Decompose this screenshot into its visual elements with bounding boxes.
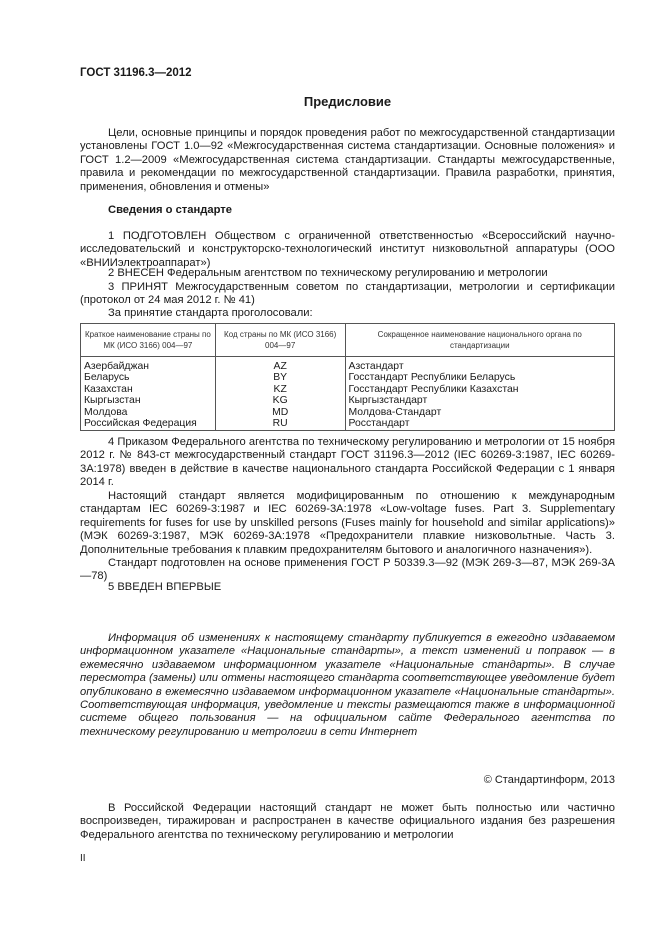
column-header-code: Код страны по МК (ИСО 3166) 004—97: [215, 324, 345, 357]
prepared-basis-paragraph: Стандарт подготовлен на основе применения ГОСТ Р 50339.3—92 (МЭК 269-3—87, МЭК 269-3А—78): [80, 557, 615, 583]
column-header-country: Краткое наименование страны по МК (ИСО 3166) 004—97: [81, 324, 216, 357]
voting-table: [80, 323, 615, 431]
page-title: Предисловие: [303, 94, 392, 109]
section-heading: Сведения о стандарте: [108, 204, 232, 216]
table-row: [81, 357, 615, 373]
table-row: [81, 395, 615, 406]
table-header-row: [81, 324, 615, 357]
copyright-line: © Стандартинформ, 2013: [483, 774, 615, 786]
code-cell: MD: [215, 407, 345, 418]
table-row: [81, 372, 615, 383]
intro-paragraph: Цели, основные принципы и порядок проведения работ по межгосударственной стандартизации установлены ГОСТ 1.0—92 «Межгосударственная система стандартизации. Основные положения» и ГОСТ 1.2—2009 «Межгосударственная система стандартизации. Стандарты межгосударственные, правила и рекомендации по межгосударственной стандартизации. Правила разработки, принятия, применения, обновления и отмены»: [80, 127, 615, 193]
country-cell: Казахстан: [81, 384, 216, 395]
code-cell: RU: [215, 418, 345, 431]
code-cell: BY: [215, 372, 345, 383]
body-cell: Азстандарт: [345, 357, 614, 373]
body-cell: Молдова-Стандарт: [345, 407, 614, 418]
body-cell: Росстандарт: [345, 418, 614, 431]
code-cell: KG: [215, 395, 345, 406]
information-notice: Информация об изменениях к настоящему стандарту публикуется в ежегодно издаваемом информационном указателе «Национальные стандарты», а текст изменений и поправок — в ежемесячно издаваемом информационном указателе «Национальные стандарты». В случае пересмотра (замены) или отмены настоящего стандарта соответствующее уведомление будет опубликовано в ежемесячно издаваемом информационном указателе «Национальные стандарты». Соответствующая информация, уведомление и тексты размещаются также в информационной системе общего пользования — на официальном сайте Федерального агентства по техническому регулированию и метрологии в сети Интернет: [80, 632, 615, 738]
page-number: II: [80, 853, 86, 864]
reproduction-rights-notice: В Российской Федерации настоящий стандарт не может быть полностью или частично воспроизведен, тиражирован и распространен в качестве официального издания без разрешения Федерального агентства по техническому регулированию и метрологии: [80, 802, 615, 841]
item-2-paragraph: 2 ВНЕСЕН Федеральным агентством по техническому регулированию и метрологии: [108, 267, 548, 279]
table-row: [81, 407, 615, 418]
table-row: [81, 418, 615, 431]
code-cell: KZ: [215, 384, 345, 395]
modification-paragraph: Настоящий стандарт является модифицированным по отношению к международным стандартам IEC 60269-3:1987 и IEC 60269-3A:1978 «Low-voltage fuses. Part 3. Supplementary requirements for fuses for use by unskilled persons (Fuses mainly for household and similar applications)» (МЭК 60269-3:1987, МЭК 60269-3A:1978 «Предохранители плавкие низковольтные. Часть 3. Дополнительные требования к плавким предохранителям бытового и аналогичного назначения»).: [80, 490, 615, 556]
country-cell: Беларусь: [81, 372, 216, 383]
code-cell: AZ: [215, 357, 345, 373]
item-4-paragraph: 4 Приказом Федерального агентства по техническому регулированию и метрологии от 15 ноября 2012 г. № 843-ст межгосударственный стандарт ГОСТ 31196.3—2012 (IEC 60269-3:1987, IEC 60269-3A:1978) введен в действие в качестве национального стандарта Российской Федерации с 1 января 2014 г.: [80, 436, 615, 489]
country-cell: Российская Федерация: [81, 418, 216, 431]
body-cell: Госстандарт Республики Казахстан: [345, 384, 614, 395]
body-cell: Кыргызстандарт: [345, 395, 614, 406]
document-code-header: ГОСТ 31196.3—2012: [80, 67, 192, 79]
item-1-paragraph: 1 ПОДГОТОВЛЕН Обществом с ограниченной ответственностью «Всероссийский научно-исследовательский и конструкторско-технологический институт низковольтной аппаратуры (ООО «ВНИИэлектроаппарат»): [80, 230, 615, 269]
country-cell: Азербайджан: [81, 357, 216, 373]
item-5-paragraph: 5 ВВЕДЕН ВПЕРВЫЕ: [108, 581, 222, 593]
country-cell: Кыргызстан: [81, 395, 216, 406]
country-cell: Молдова: [81, 407, 216, 418]
item-3-paragraph: 3 ПРИНЯТ Межгосударственным советом по стандартизации, метрологии и сертификации (протокол от 24 мая 2012 г. № 41): [80, 281, 615, 307]
body-cell: Госстандарт Республики Беларусь: [345, 372, 614, 383]
column-header-body: Сокращенное наименование национального органа по стандартизации: [345, 324, 614, 357]
table-row: [81, 384, 615, 395]
votes-label: За принятие стандарта проголосовали:: [108, 307, 313, 319]
